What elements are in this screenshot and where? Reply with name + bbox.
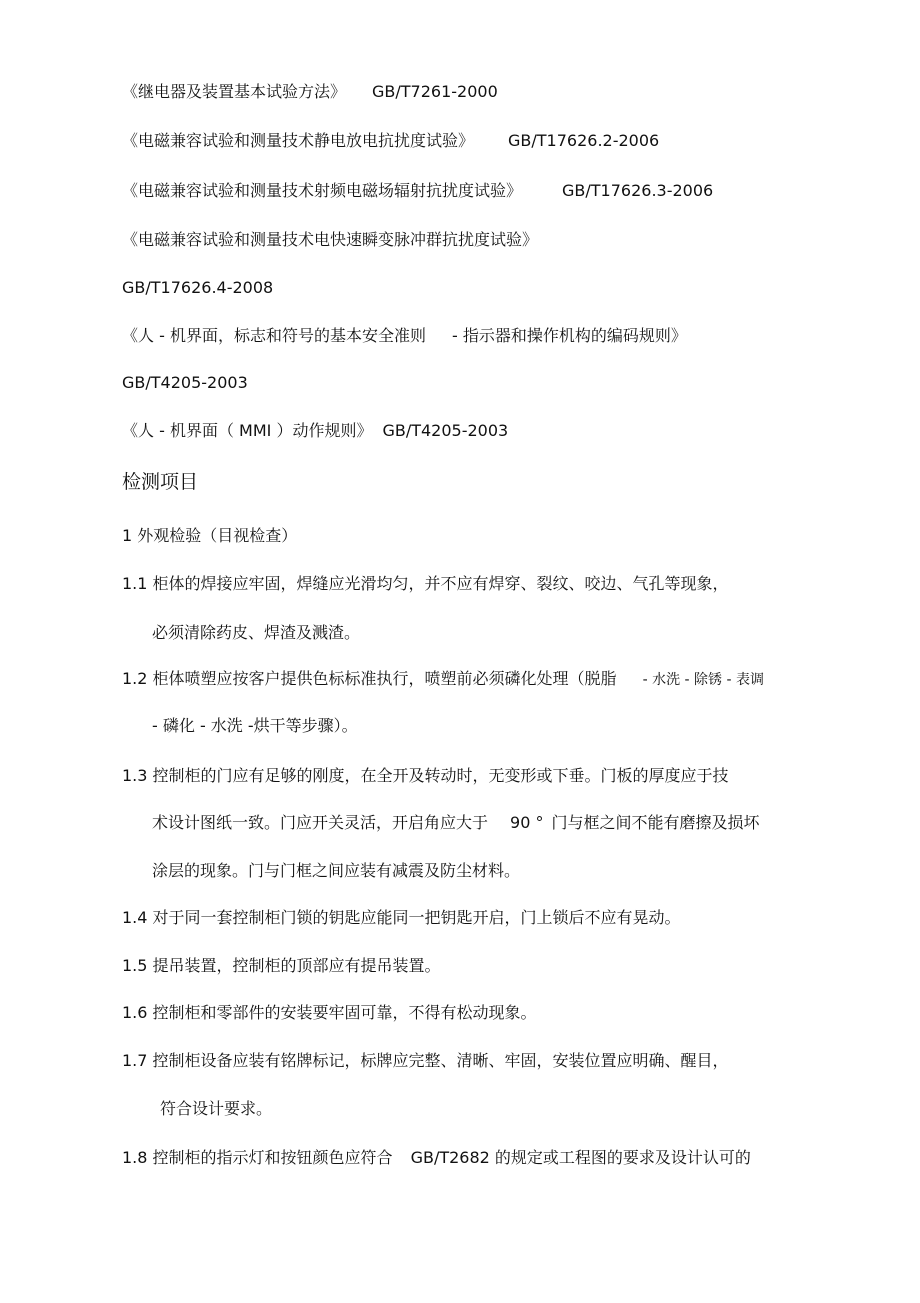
- item-text: 必须清除药皮、焊渣及溅渣。: [152, 623, 361, 642]
- list-item: [122, 669, 764, 690]
- list-item: [122, 1051, 729, 1071]
- item-text: 门与框之间不能有磨擦及损坏: [551, 813, 760, 832]
- standard-title-line: [122, 230, 538, 250]
- item-number: 1.3: [122, 766, 148, 785]
- item-text-line: [152, 813, 759, 833]
- item-text: 提吊装置，控制柜的顶部应有提吊装置。: [152, 956, 441, 975]
- standard-code: GB/T17626.3-2006: [562, 181, 714, 200]
- standard-code: GB/T17626.4-2008: [122, 278, 274, 297]
- item-text: 术设计图纸一致。门应开关灵活，开启角应大于: [152, 813, 489, 832]
- standard-title: 《人 - 机界面，标志和符号的基本安全准则: [122, 326, 426, 345]
- item-text: 涂层的现象。门与门框之间应装有减震及防尘材料。: [152, 861, 521, 880]
- item-text: 控制柜的门应有足够的刚度，在全开及转动时，无变形或下垂。门板的厚度应于技: [152, 766, 729, 785]
- standard-line: [122, 131, 659, 151]
- standard-code-line: [122, 373, 248, 393]
- list-item: [122, 766, 729, 786]
- standard-code-line: [122, 278, 273, 298]
- standard-title-line: [122, 326, 687, 346]
- item-text: GB/T2682: [410, 1148, 490, 1167]
- standard-code: GB/T4205-2003: [122, 373, 248, 392]
- list-item: [122, 956, 441, 976]
- standard-line: [122, 421, 508, 441]
- item-number: 1.1: [122, 574, 148, 593]
- item-text: - 磷化 - 水洗 -烘干等步骤）。: [152, 716, 358, 735]
- standard-title: 《电磁兼容试验和测量技术静电放电抗扰度试验》: [122, 131, 475, 150]
- section-title: 检测项目: [122, 471, 199, 493]
- standard-title: 《人 - 机界面（ MMI ）动作规则》: [122, 421, 373, 440]
- item-number: 1.2: [122, 669, 148, 688]
- standard-code: GB/T17626.2-2006: [508, 131, 660, 150]
- standard-line: [122, 181, 713, 201]
- item-text: 对于同一套控制柜门锁的钥匙应能同一把钥匙开启，门上锁后不应有晃动。: [152, 908, 681, 927]
- list-item: [122, 1148, 751, 1168]
- list-item: [122, 574, 729, 594]
- item-text: 90 °: [510, 813, 544, 832]
- item-number: 1.6: [122, 1003, 148, 1022]
- item-text: 的规定或工程图的要求及设计认可的: [494, 1148, 751, 1167]
- standard-title: 《继电器及装置基本试验方法》: [122, 82, 347, 101]
- list-item: [122, 908, 681, 928]
- item-number: 1.4: [122, 908, 148, 927]
- standard-title: 《电磁兼容试验和测量技术射频电磁场辐射抗扰度试验》: [122, 181, 523, 200]
- standard-code: GB/T4205-2003: [382, 421, 509, 440]
- item-text: 控制柜的指示灯和按钮颜色应符合: [152, 1148, 393, 1167]
- standard-title-cont: - 指示器和操作机构的编码规则》: [451, 326, 687, 345]
- item-number: 1.5: [122, 956, 148, 975]
- item-text: 柜体的焊接应牢固，焊缝应光滑均匀，并不应有焊穿、裂纹、咬边、气孔等现象，: [152, 574, 729, 593]
- item-text: - 水洗 - 除锈 - 表调: [642, 672, 764, 688]
- item-number: 1.7: [122, 1051, 148, 1070]
- item-number: 1.8: [122, 1148, 148, 1167]
- subsection-title: 1 外观检验（目视检查）: [122, 526, 298, 545]
- item-text: 控制柜和零部件的安装要牢固可靠，不得有松动现象。: [152, 1003, 537, 1022]
- standard-title: 《电磁兼容试验和测量技术电快速瞬变脉冲群抗扰度试验》: [122, 230, 539, 249]
- item-text: 柜体喷塑应按客户提供色标标准执行，喷塑前必须磷化处理（脱脂: [152, 669, 617, 688]
- item-text: 符合设计要求。: [160, 1099, 273, 1118]
- list-item: [122, 1003, 537, 1023]
- standard-line: [122, 82, 498, 102]
- item-text: 控制柜设备应装有铭牌标记，标牌应完整、清晰、牢固，安装位置应明确、醒目，: [152, 1051, 729, 1070]
- standard-code: GB/T7261-2000: [372, 82, 498, 101]
